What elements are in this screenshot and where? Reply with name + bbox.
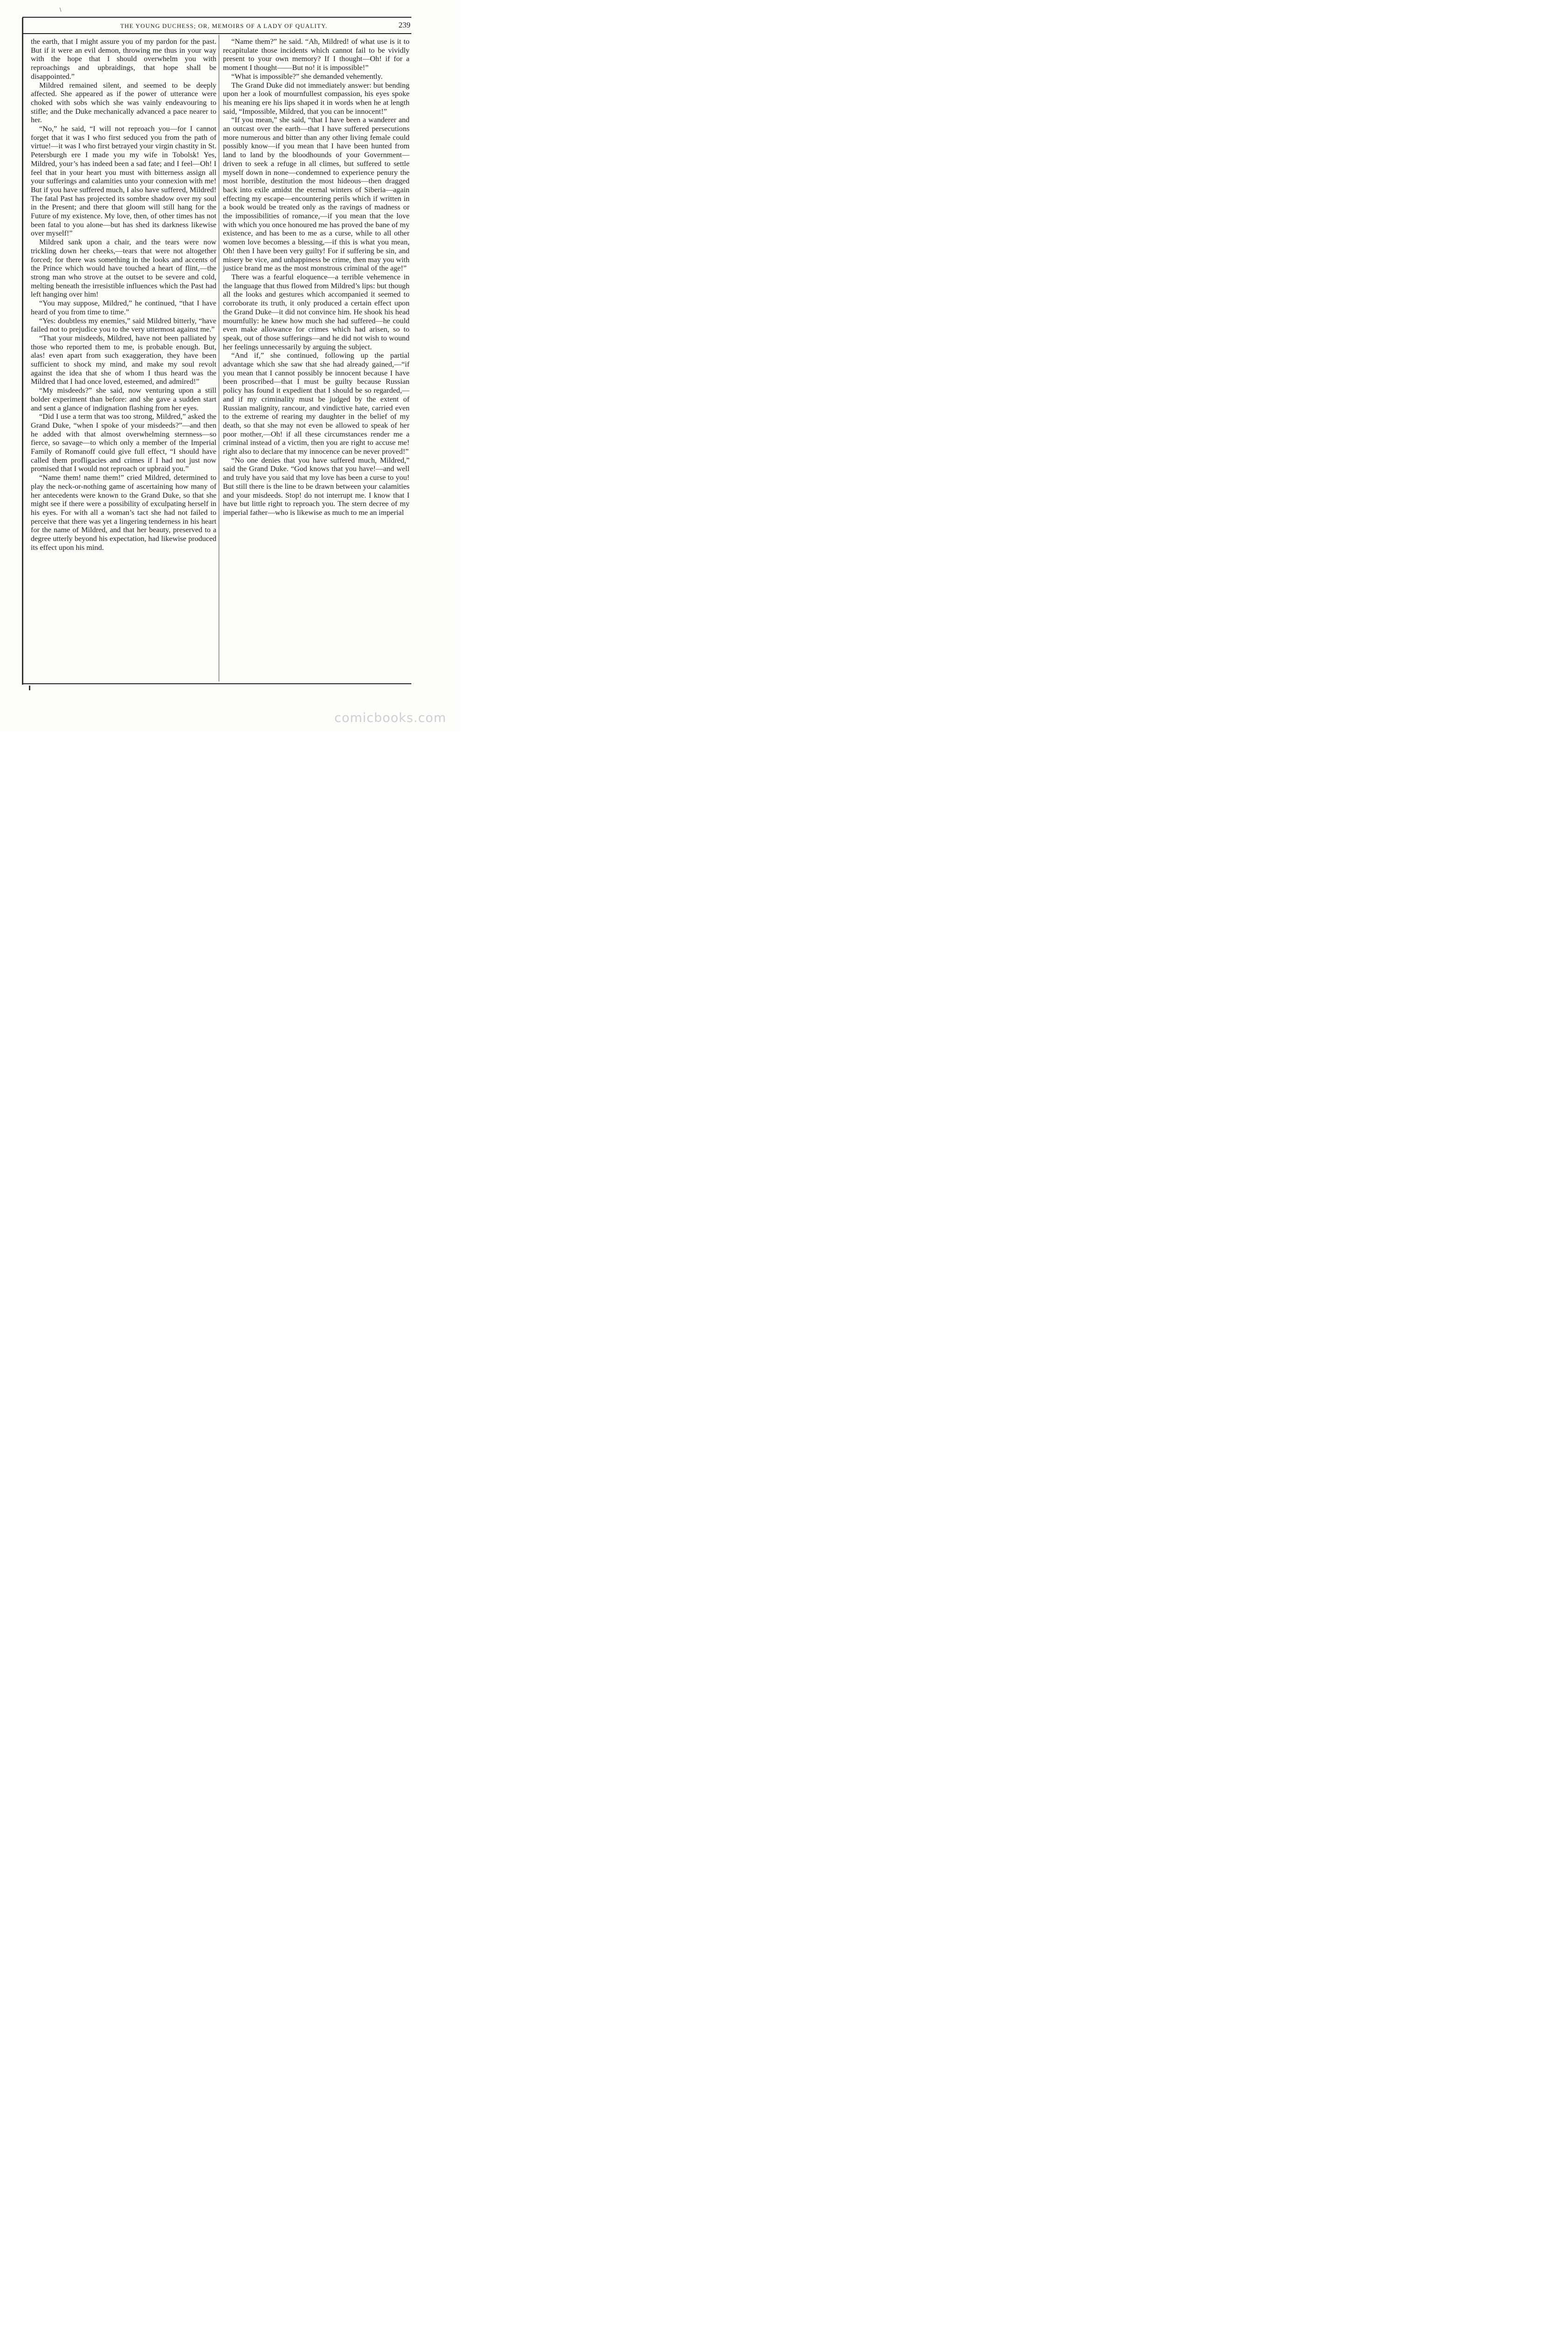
paragraph: “And if,” she continued, following up the partial advantage which she saw that she had already gained,—“if you mean that I cannot possibly be innocent because I have been proscribed—that I must be guilty because Russian policy has found it expedient that I should be so regarded,—and if my criminality must be judged by the extent of Russian malignity, rancour, and vindictive hate, carried even to the extreme of rearing my daughter in the belief of my death, so that she may not even be allowed to speak of her poor mother,—Oh! if all these circumstances render me a criminal instead of a victim, then you are right to accuse me! right also to declare that my innocence can be never proved!” bbox=[223, 351, 409, 456]
paragraph: “Name them?” he said. “Ah, Mildred! of what use is it to recapitulate those incidents which cannot fail to be vividly present to your own memory? If I thought—Oh! if for a moment I thought——But no! it is impossible!” bbox=[223, 37, 409, 72]
paragraph: “Did I use a term that was too strong, Mildred,” asked the Grand Duke, “when I spoke of your misdeeds?”—and then he added with that almost overwhelming sternness—so fierce, so savage—to which only a member of the Imperial Family of Romanoff could give full effect, “I should have called them profligacies and crimes if I had not just now promised that I would not reproach or upbraid you.” bbox=[31, 412, 216, 473]
running-head: THE YOUNG DUCHESS; OR, MEMOIRS OF A LADY OF QUALITY. bbox=[120, 22, 328, 29]
paragraph: “That your misdeeds, Mildred, have not been palliated by those who reported them to me, is probable enough. But, alas! even apart from such exaggeration, they have been sufficient to shock my mind, and make my soul revolt against the idea that she of whom I thus heard was the Mildred that I had once loved, esteemed, and admired!” bbox=[31, 333, 216, 386]
paragraph: “Yes: doubtless my enemies,” said Mildred bitterly, “have failed not to prejudice you to the very uttermost against me.” bbox=[31, 316, 216, 334]
page-number: 239 bbox=[398, 21, 410, 29]
header-rule bbox=[22, 33, 411, 34]
paragraph: “Name them! name them!” cried Mildred, determined to play the neck-or-nothing game of ascertaining how many of her antecedents were known to the Grand Duke, so that she might see if there were a possibility of exculpating herself in his eyes. For with all a woman’s tact she had not failed to perceive that there was yet a lingering tenderness in his heart for the name of Mildred, and that her beauty, preserved to a degree utterly beyond his expectation, had likewise produced its effect upon his mind. bbox=[31, 473, 216, 552]
paragraph: the earth, that I might assure you of my pardon for the past. But if it were an evil demon, throwing me thus in your way with the hope that I should overwhelm you with reproachings and upbraidings, that hope shall be disappointed.” bbox=[31, 37, 216, 81]
left-margin-bar bbox=[22, 18, 23, 685]
paragraph: The Grand Duke did not immediately answer: but bending upon her a look of mournfullest compassion, his eyes spoke his meaning ere his lips shaped it in words when he at length said, “Impossible, Mildred, that you can be innocent!” bbox=[223, 81, 409, 116]
book-page bbox=[0, 0, 460, 731]
paragraph: “My misdeeds?” she said, now venturing upon a still bolder experiment than before: and she gave a sudden start and sent a glance of indignation flashing from her eyes. bbox=[31, 386, 216, 412]
paragraph: “If you mean,” she said, “that I have been a wanderer and an outcast over the earth—that I have suffered persecutions more numerous and bitter than any other living female could possibly know—if you mean that I have been hunted from land to land by the bloodhounds of your Government—driven to seek a refuge in all climes, but suffered to settle myself down in none—condemned to experience penury the most horrible, destitution the most hideous—then dragged back into exile amidst the eternal winters of Siberia—again effecting my escape—encountering perils which if written in a book would be treated only as the ravings of madness or the impossibilities of romance,—if you mean that the love with which you once honoured me has proved the bane of my existence, and has been to me as a curse, while to all other women love becomes a blessing,—if this is what you mean, Oh! then I have been very guilty! For if suffering be sin, and misery be vice, and unhappiness be crime, then may you with justice brand me as the most monstrous criminal of the age!” bbox=[223, 116, 409, 273]
bottom-rule bbox=[22, 683, 411, 684]
paragraph: There was a fearful eloquence—a terrible vehemence in the language that thus flowed from Mildred’s lips: but though all the looks and gestures which accompanied it seemed to corroborate its truth, it only produced a certain effect upon the Grand Duke—it did not convince him. He shook his head mournfully: he knew how much she had suffered—he could even make allowance for crimes which had arisen, so to speak, out of those sufferings—and he did not wish to wound her feelings unnecessarily by arguing the subject. bbox=[223, 272, 409, 351]
paragraph: “You may suppose, Mildred,” he continued, “that I have heard of you from time to time.” bbox=[31, 299, 216, 316]
paragraph: “What is impossible?” she demanded vehemently. bbox=[231, 72, 383, 81]
left-column bbox=[31, 37, 216, 552]
paragraph: “No one denies that you have suffered much, Mildred,” said the Grand Duke. “God knows that you have!—and well and truly have you said that my love has been a curse to you! But still there is the line to be drawn between your calamities and your misdeeds. Stop! do not interrupt me. I know that I have but little right to reproach you. The stern decree of my imperial father—who is likewise as much to me an imperial bbox=[223, 456, 409, 517]
bottom-mark bbox=[29, 686, 30, 690]
stray-mark: \ bbox=[60, 7, 62, 13]
top-rule bbox=[22, 17, 411, 18]
paragraph: Mildred sank upon a chair, and the tears were now trickling down her cheeks,—tears that were not altogether forced; for there was something in the looks and accents of the Prince which would have touched a heart of flint,—the strong man who strove at the outset to be severe and cold, melting beneath the irresistible influences which the Past had left hanging over him! bbox=[31, 238, 216, 299]
paragraph: Mildred remained silent, and seemed to be deeply affected. She appeared as if the power of utterance were choked with sobs which she was vainly endeavouring to stifle; and the Duke mechanically advanced a pace nearer to her. bbox=[31, 81, 216, 125]
paragraph: “No,” he said, “I will not reproach you—for I cannot forget that it was I who first seduced you from the path of virtue!—it was I who first betrayed your virgin chastity in St. Petersburgh ere I made you my wife in Tobolsk! Yes, Mildred, your’s has indeed been a sad fate; and I feel—Oh! I feel that in your heart you must with bitterness assign all your sufferings and calamities unto your connexion with me! But if you have suffered much, I also have suffered, Mildred! The fatal Past has projected its sombre shadow over my soul in the Present; and there that gloom will still hang for the Future of my existence. My love, then, of other times has not been fatal to you alone—but has shed its darkness likewise over myself!” bbox=[31, 125, 216, 238]
watermark: comicbooks.com bbox=[334, 711, 446, 725]
right-column bbox=[223, 37, 409, 517]
